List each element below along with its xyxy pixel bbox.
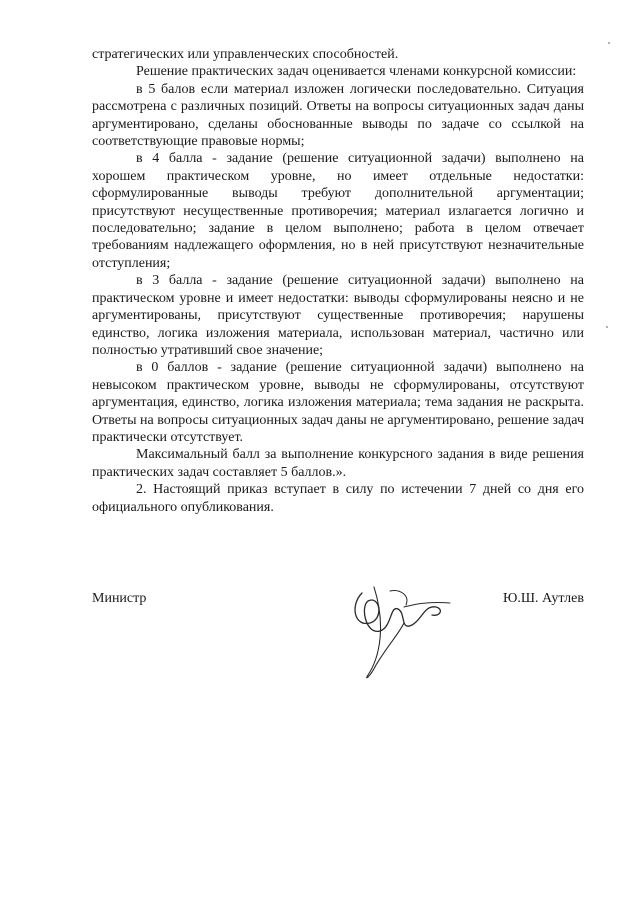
scan-speck (606, 326, 608, 328)
signer-name: Ю.Ш. Аутлев (502, 591, 584, 606)
paragraph: в 4 балла - задание (решение ситуационной задачи) выполнено на хорошем практическом уровне, но имеет отдельные недостатки: сформулированные выводы требуют дополнительной аргументации; присутствуют несущественные противоречия; материал излагается логично и последовательно; задание в целом выполнено; работа в целом отвечает требованиям надлежащего оформления, но в ней присутствуют незначительные отступления; (92, 151, 584, 271)
paragraph: Максимальный балл за выполнение конкурсного задания в виде решения практических задач составляет 5 баллов.». (92, 447, 584, 480)
paragraph: 2. Настоящий приказ вступает в силу по истечении 7 дней со дня его официального опубликования. (92, 482, 584, 515)
signer-role: Министр (92, 591, 147, 606)
paragraph: в 0 баллов - задание (решение ситуационной задачи) выполнено на невысоком практическом уровне, выводы не сформулированы, отсутствуют аргументация, единство, логика изложения материала; тема задания не раскрыта. Ответы на вопросы ситуационных задач даны не аргументировано, решение задач практически отсутствует. (92, 360, 584, 445)
handwritten-signature (340, 565, 460, 685)
signature-block (92, 585, 584, 665)
paragraph: в 5 балов если материал изложен логически последовательно. Ситуация рассмотрена с различных позиций. Ответы на вопросы ситуационных задач даны аргументировано, сделаны обоснованные выводы по задаче со ссылкой на соответствующие правовые нормы; (92, 81, 584, 150)
document-body (92, 46, 584, 516)
paragraph: стратегических или управленческих способностей. (92, 47, 399, 62)
paragraph: Решение практических задач оценивается членами конкурсной комиссии: (136, 64, 577, 80)
scan-speck (608, 42, 610, 44)
paragraph: в 3 балла - задание (решение ситуационной задачи) выполнено на практическом уровне и имеет недостатки: выводы сформулированы неясно и не аргументированы, присутствуют существенные противоречия; нарушены единство, логика изложения материала, использован материал, частично или полностью утративший свое значение; (92, 273, 584, 358)
